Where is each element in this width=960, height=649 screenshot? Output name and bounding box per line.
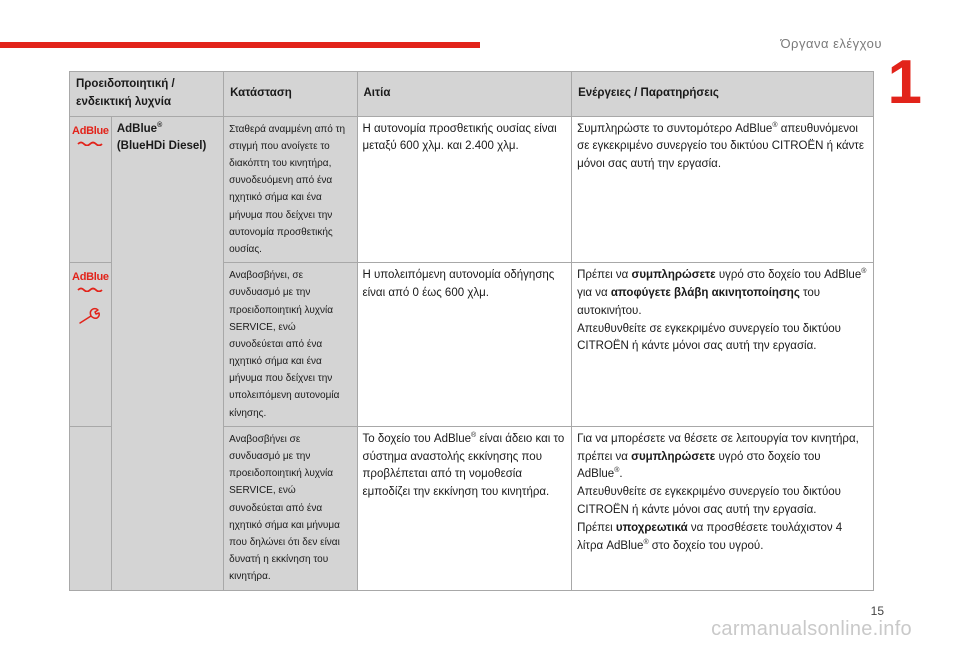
watermark: carmanualsonline.info <box>711 618 912 640</box>
indicator-name: AdBlue <box>116 122 158 135</box>
state-cell: Αναβοσβήνει σε συνδυασμό με την προειδοποιητική λυχνία SERVICE, ενώ συνοδεύεται από ένα ηχητικό σήμα και μήνυμα που δηλώνει ότι δεν είναι δυνατή η εκκίνηση του κινητήρα. <box>224 426 357 590</box>
actions-cell: Για να μπορέσετε να θέσετε σε λειτουργία τον κινητήρα, πρέπει να συμπληρώσετε υγρό στο δοχείο του AdBlue®. Απευθυνθείτε σε εγκεκριμένο συνεργείο του δικτύου CITROËN ή κάντε μόνοι σας αυτή την εργασία. Πρέπει υποχρεωτικά να προσθέσετε τουλάχιστον 4 λίτρα AdBlue® στο δοχείο του υγρού. <box>572 426 874 590</box>
page-number: 15 <box>870 604 884 618</box>
actions-cell: Συμπληρώστε το συντομότερο AdBlue® απευθυνόμενοι σε εγκεκριμένο συνεργείο του δικτύου CITROËN ή κάντε μόνοι σας αυτή την εργασία. <box>572 116 874 263</box>
chapter-title: Όργανα ελέγχου <box>780 36 882 51</box>
indicator-table <box>69 71 874 591</box>
indicator-icon-cell <box>70 426 112 590</box>
actions-cell: Πρέπει να συμπληρώσετε υγρό στο δοχείο του AdBlue® για να αποφύγετε βλάβη ακινητοποίησης του αυτοκινήτου. Απευθυνθείτε σε εγκεκριμένο συνεργείο του δικτύου CITROËN ή κάντε μόνοι σας αυτή την εργασία. <box>572 263 874 427</box>
wave-icon <box>77 286 103 292</box>
cause-cell: Η υπολειπόμενη αυτονομία οδήγησης είναι από 0 έως 600 χλμ. <box>357 263 572 427</box>
cause-cell: Το δοχείο του AdBlue® είναι άδειο και το σύστημα αναστολής εκκίνησης που προβλέπεται από τη νομοθεσία εμποδίζει την εκκίνηση του κινητήρα. <box>357 426 572 590</box>
state-cell: Σταθερά αναμμένη από τη στιγμή που ανοίγετε το διακόπτη του κινητήρα, συνοδευόμενη από ένα ηχητικό σήμα και ένα μήνυμα που δείχνει την αυτονομία προσθετικής ουσίας. <box>224 116 357 263</box>
state-cell: Αναβοσβήνει, σε συνδυασμό με την προειδοποιητική λυχνία SERVICE, ενώ συνοδεύεται από ένα ηχητικό σήμα και ένα μήνυμα που δείχνει την υπολειπόμενη αυτονομία κίνησης. <box>224 263 357 427</box>
table-row <box>70 116 874 263</box>
column-header-actions: Ενέργειες / Παρατηρήσεις <box>572 72 874 117</box>
adblue-icon: AdBlue <box>72 123 109 146</box>
adblue-icon: AdBlue <box>72 269 109 292</box>
indicator-icon-cell <box>70 263 112 427</box>
cause-cell: Η αυτονομία προσθετικής ουσίας είναι μεταξύ 600 χλμ. και 2.400 χλμ. <box>357 116 572 263</box>
indicator-sub: (BlueHDi Diesel) <box>116 140 207 153</box>
wrench-icon <box>77 306 103 326</box>
chapter-number: 1 <box>887 48 922 117</box>
column-header-state: Κατάσταση <box>224 72 357 117</box>
wave-icon <box>77 140 103 146</box>
indicator-name-cell: AdBlue® (BlueHDi Diesel) <box>111 116 223 590</box>
header-red-bar <box>0 42 480 48</box>
table-header-row <box>70 72 874 117</box>
column-header-indicator: Προειδοποιητική / ενδεικτική λυχνία <box>70 72 224 117</box>
indicator-icon-cell <box>70 116 112 263</box>
column-header-cause: Αιτία <box>357 72 572 117</box>
